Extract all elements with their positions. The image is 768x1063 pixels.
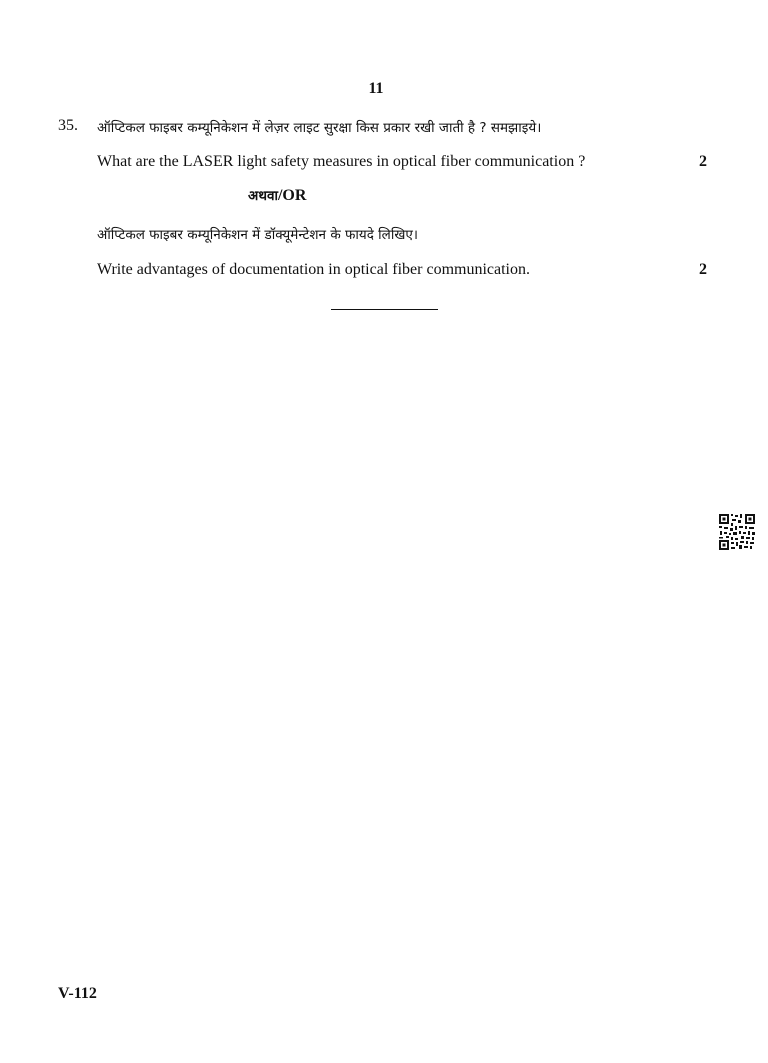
- or-separator: [248, 186, 306, 205]
- alternate-question-english-text: Write advantages of documentation in optical fiber communication.: [97, 261, 530, 278]
- alternate-question-marks: 2: [699, 261, 707, 278]
- alternate-question-hindi-text: ऑप्टिकल फाइबर कम्यूनिकेशन में डॉक्यूमेन्टेशन के फायदे लिखिए।: [97, 227, 418, 243]
- question-number: 35.: [58, 117, 78, 134]
- question-english-text: What are the LASER light safety measures in optical fiber communication ?: [97, 153, 586, 170]
- end-of-paper-rule: [331, 309, 438, 310]
- question-marks: 2: [699, 153, 707, 170]
- qr-code-icon: [718, 513, 756, 551]
- or-english-label: /OR: [277, 187, 307, 204]
- or-hindi-label: अथवा: [248, 188, 278, 204]
- page-number: 11: [368, 80, 384, 97]
- question-hindi-text: ऑप्टिकल फाइबर कम्यूनिकेशन में लेज़र लाइट सुरक्षा किस प्रकार रखी जाती है ? समझाइये।: [97, 120, 542, 136]
- footer-paper-code: V-112: [58, 985, 97, 1002]
